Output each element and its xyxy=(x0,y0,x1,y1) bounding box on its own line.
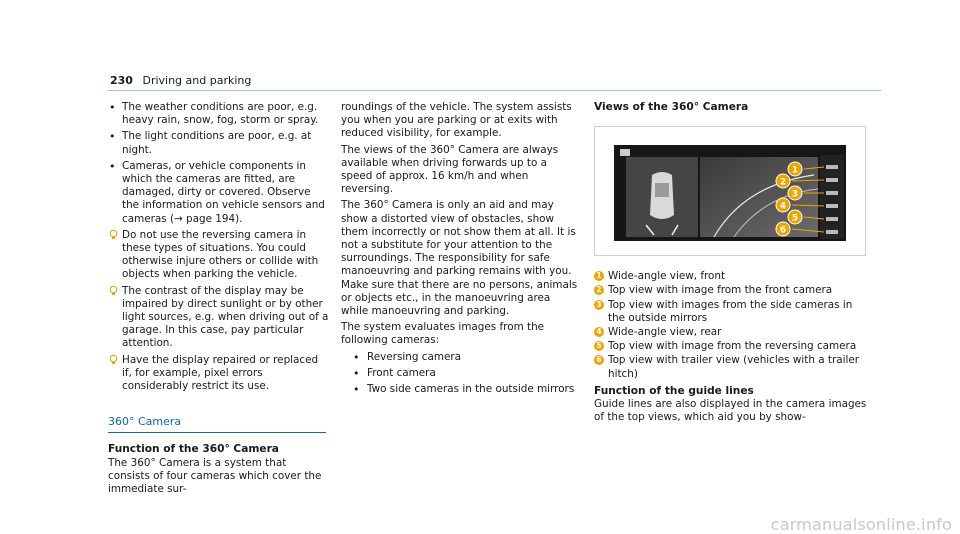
camera-figure xyxy=(594,126,866,256)
column-right xyxy=(594,101,868,427)
list-item: • The weather conditions are poor, e.g. heavy rain, snow, fog, storm or spray. xyxy=(108,101,330,127)
paragraph: The views of the 360° Camera are always available when driving forwards up to a speed of approx. 16 km/h and when reversing. xyxy=(341,143,559,196)
list-item: • Front camera xyxy=(341,367,579,380)
legend-item xyxy=(594,326,868,339)
callout-2 xyxy=(776,174,790,188)
legend-item xyxy=(594,270,868,283)
column-middle xyxy=(341,101,579,399)
page-number: 230 xyxy=(110,74,133,87)
callout-label: 4 xyxy=(779,201,787,212)
info-bulb-icon xyxy=(108,229,119,240)
legend-item xyxy=(594,299,868,325)
legend-text: Top view with image from the front camera xyxy=(608,284,833,297)
legend-number: 6 xyxy=(594,355,604,365)
note-text: The contrast of the display may be impaired by direct sunlight or by other light sources, e.g. when driving out of a garage. In this case, pay particular attention. xyxy=(122,284,329,350)
callout-1 xyxy=(788,162,802,176)
callout-label: 3 xyxy=(791,189,799,200)
note xyxy=(108,229,330,282)
callout-label: 5 xyxy=(791,213,799,224)
section-title: 360° Camera xyxy=(108,415,182,429)
legend-number: 3 xyxy=(594,300,604,310)
callout-label: 2 xyxy=(779,177,787,188)
note xyxy=(108,354,330,394)
info-bulb-icon xyxy=(108,285,119,296)
legend-number: 2 xyxy=(594,285,604,295)
function-text: The 360° Camera is a system that consists of four cameras which cover the immediate sur- xyxy=(108,456,322,496)
guide-lines-text: Guide lines are also displayed in the camera images of the top views, which aid you by show- xyxy=(594,398,867,424)
callout-4 xyxy=(776,198,790,212)
views-legend xyxy=(594,270,868,381)
callout-label: 1 xyxy=(791,165,799,176)
list-item: • The light conditions are poor, e.g. at night. xyxy=(108,130,330,156)
chapter-title: Driving and parking xyxy=(142,74,252,87)
legend-number: 5 xyxy=(594,341,604,351)
page-header xyxy=(110,74,251,87)
legend-text: Wide-angle view, rear xyxy=(608,326,722,339)
legend-item xyxy=(594,284,868,297)
list-item: • Two side cameras in the outside mirrors xyxy=(341,383,579,396)
cameras-list xyxy=(341,351,579,397)
list-item: • Cameras, or vehicle components in which the cameras are fitted, are damaged, dirty or covered. Observe the information on vehicle sensors and cameras (→ page 194). xyxy=(108,160,330,226)
callout-label: 6 xyxy=(779,225,787,236)
guide-lines-heading: Function of the guide lines xyxy=(594,384,754,397)
function-heading: Function of the 360° Camera xyxy=(108,443,279,456)
legend-text: Top view with images from the side cameras in the outside mirrors xyxy=(608,298,853,324)
callout-3 xyxy=(788,186,802,200)
legend-item xyxy=(594,340,868,353)
watermark: carmanualsonline.info xyxy=(770,514,952,534)
camera-display-image xyxy=(614,145,846,241)
note-text: Have the display repaired or replaced if, for example, pixel errors considerably restrict its use. xyxy=(122,353,319,393)
callout-6 xyxy=(776,222,790,236)
paragraph: The 360° Camera is only an aid and may show a distorted view of obstacles, show them incorrectly or not show them at all. It is not a substitute for your attention to the surroundings. The responsibility for safe manoeuvring and parking remains with you. Make sure that there are no persons, animals or objects etc., in the manoeuvring area while manoeuvring and parking. xyxy=(341,199,578,318)
callout-5 xyxy=(788,210,802,224)
header-divider xyxy=(108,90,881,91)
legend-number: 4 xyxy=(594,327,604,337)
views-heading: Views of the 360° Camera xyxy=(594,101,749,113)
info-bulb-icon xyxy=(108,354,119,365)
section-divider xyxy=(108,432,326,433)
conditions-list xyxy=(108,101,330,226)
legend-text: Top view with image from the reversing camera xyxy=(608,340,857,353)
legend-text: Wide-angle view, front xyxy=(608,270,726,283)
camera-scene-illustration xyxy=(614,145,846,241)
note xyxy=(108,285,330,351)
note-text: Do not use the reversing camera in these types of situations. You could otherwise injure others or collide with objects when parking the vehicle. xyxy=(122,228,319,281)
column-left xyxy=(108,101,330,499)
legend-text: Top view with trailer view (vehicles with a trailer hitch) xyxy=(608,354,860,380)
legend-item xyxy=(594,354,868,380)
paragraph: roundings of the vehicle. The system assists you when you are parking or at exits with reduced visibility, for example. xyxy=(341,101,572,140)
legend-number: 1 xyxy=(594,271,604,281)
list-item: • Reversing camera xyxy=(341,351,579,364)
paragraph: The system evaluates images from the following cameras: xyxy=(341,321,545,347)
